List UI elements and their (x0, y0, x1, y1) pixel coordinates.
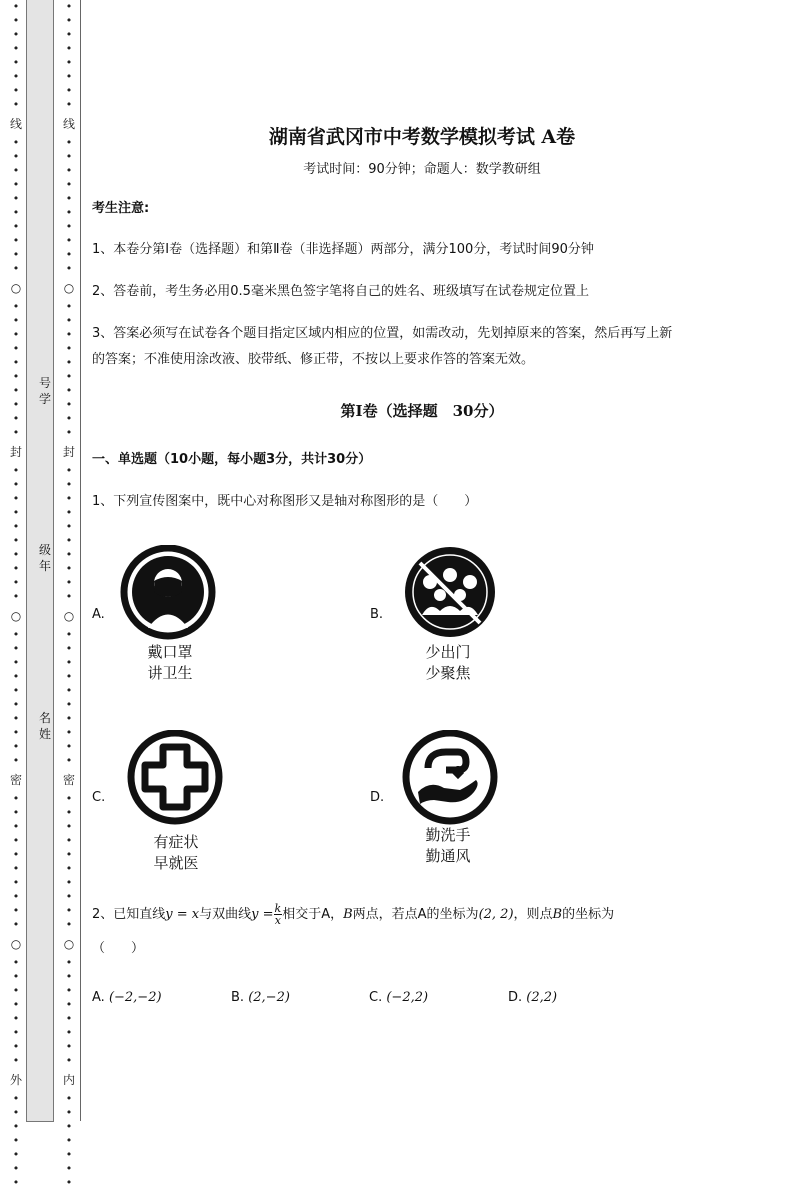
binding-dot: • (65, 234, 73, 247)
binding-dot: • (65, 1026, 73, 1039)
binding-dot: • (12, 1040, 20, 1053)
binding-dot: • (12, 590, 20, 603)
inner-mark: 内 (63, 1073, 76, 1087)
binding-dot: • (65, 464, 73, 477)
binding-dot: • (65, 642, 73, 655)
binding-dot: • (65, 548, 73, 561)
binding-dot: • (65, 670, 73, 683)
notice-item: 3、答案必须写在试卷各个题目指定区域内相应的位置，如需改动，先划掉原来的答案，然后再写上新 (92, 326, 673, 341)
binding-dot: • (65, 314, 73, 327)
binding-dot: • (65, 1120, 73, 1133)
binding-dot: • (12, 656, 20, 669)
binding-dot: • (12, 1148, 20, 1161)
binding-dot: • (65, 412, 73, 425)
binding-dot: • (12, 314, 20, 327)
binding-dot: • (12, 576, 20, 589)
binding-dot: • (65, 136, 73, 149)
binding-dot: • (65, 820, 73, 833)
binding-dot: • (65, 220, 73, 233)
notice-item: 2、答卷前，考生务必用0.5毫米黑色签字笔将自己的姓名、班级填写在试卷规定位置上 (92, 284, 589, 299)
binding-dot: • (12, 178, 20, 191)
binding-dot: • (12, 1054, 20, 1067)
binding-dot: • (12, 1162, 20, 1175)
binding-dot: • (65, 192, 73, 205)
binding-dot: • (65, 70, 73, 83)
binding-dot: • (12, 806, 20, 819)
notice-item: 的答案；不准使用涂改液、胶带纸、修正带，不按以上要求作答的答案无效。 (92, 352, 535, 367)
binding-dot: • (65, 370, 73, 383)
grade-label: 级 年 (38, 543, 51, 573)
binding-dot: • (12, 98, 20, 111)
binding-dot: • (12, 684, 20, 697)
binding-dot: • (65, 328, 73, 341)
binding-dot: • (65, 84, 73, 97)
binding-dot: • (12, 862, 20, 875)
inner-mark: 封 (63, 445, 76, 459)
question-1-stem: 1、下列宣传图案中，既中心对称图形又是轴对称图形的是（ ） (92, 494, 478, 509)
binding-dot: • (65, 862, 73, 875)
binding-dot: • (12, 1012, 20, 1025)
binding-dot: • (12, 956, 20, 969)
binding-dot: • (65, 848, 73, 861)
page-title: 湖南省武冈市中考数学模拟考试 A卷 (268, 126, 576, 148)
binding-dot: • (12, 426, 20, 439)
option-b-letter: B. (370, 607, 384, 622)
outer-mark: 线 (10, 117, 23, 131)
binding-dot: • (12, 890, 20, 903)
binding-dot: • (65, 740, 73, 753)
binding-dot: • (65, 998, 73, 1011)
binding-dot: • (12, 234, 20, 247)
binding-dot: • (12, 328, 20, 341)
binding-dot: • (65, 712, 73, 725)
binding-dot: • (65, 904, 73, 917)
binding-dot: • (65, 890, 73, 903)
binding-dot: • (12, 56, 20, 69)
notice-item: 1、本卷分第I卷（选择题）和第Ⅱ卷（非选择题）两部分，满分100分，考试时间90分钟 (92, 242, 594, 257)
question-2-stem: 2、已知直线y = x与双曲线y = $\frac{k}{x}$ 相交于A，B两点，若点A的坐标为(2, 2)，则点B的坐标为 (92, 902, 615, 927)
binding-dot: • (65, 164, 73, 177)
question-2-blank: （ ） (92, 941, 145, 956)
binding-dot: • (12, 150, 20, 163)
binding-dot: • (12, 876, 20, 889)
binding-dot: • (12, 262, 20, 275)
binding-dot: • (12, 1120, 20, 1133)
binding-dot: • (65, 248, 73, 261)
binding-dot: • (65, 56, 73, 69)
binding-dot: • (12, 534, 20, 547)
binding-dot: • (65, 1148, 73, 1161)
binding-dot: • (12, 670, 20, 683)
binding-dot: • (12, 370, 20, 383)
outer-dot-column (10, 0, 22, 1190)
outer-mark: 外 (10, 1073, 23, 1087)
binding-dot: • (65, 984, 73, 997)
binding-dot: • (12, 42, 20, 55)
binding-dot: • (65, 628, 73, 641)
answer-c: C. (−2,2) (369, 990, 429, 1005)
binding-dot: • (65, 506, 73, 519)
binding-dot: • (65, 576, 73, 589)
binding-dot: • (12, 412, 20, 425)
binding-dot: • (12, 28, 20, 41)
binding-dot: • (12, 712, 20, 725)
binding-dot: • (12, 754, 20, 767)
binding-dot: • (12, 562, 20, 575)
binding-dot: • (65, 1106, 73, 1119)
binding-margin (0, 0, 82, 1189)
answer-a: A. (−2,−2) (92, 990, 162, 1005)
binding-dot: • (12, 698, 20, 711)
binding-dot: • (65, 876, 73, 889)
binding-dot: • (12, 0, 20, 13)
binding-dot: • (65, 178, 73, 191)
section-title: 第I卷（选择题 30分） (340, 402, 504, 420)
binding-dot: • (12, 384, 20, 397)
binding-dot: • (65, 956, 73, 969)
binding-dot: • (12, 726, 20, 739)
binding-dot: • (65, 792, 73, 805)
binding-dot: • (12, 792, 20, 805)
binding-dot: • (12, 492, 20, 505)
inner-dot-column (63, 0, 75, 1190)
binding-dot: • (65, 384, 73, 397)
binding-dot: • (12, 220, 20, 233)
binding-dot: • (12, 398, 20, 411)
binding-dot: • (12, 478, 20, 491)
binding-dot: • (12, 984, 20, 997)
notice-heading: 考生注意: (92, 201, 150, 216)
binding-dot: • (12, 1026, 20, 1039)
binding-dot: • (65, 1176, 73, 1189)
binding-dot: • (65, 726, 73, 739)
binding-dot: • (12, 970, 20, 983)
crowd-icon (400, 545, 500, 640)
binding-dot: • (65, 492, 73, 505)
binding-dot: • (12, 834, 20, 847)
binding-dot: • (65, 520, 73, 533)
binding-dot: • (12, 1092, 20, 1105)
answer-d: D. (2,2) (508, 990, 558, 1005)
inner-mark: 密 (63, 773, 76, 787)
option-a-letter: A. (92, 607, 105, 622)
line-equation: y = x (165, 907, 200, 922)
binding-dot: • (12, 520, 20, 533)
binding-dot: • (65, 98, 73, 111)
binding-dot: • (12, 998, 20, 1011)
binding-dot: • (12, 192, 20, 205)
binding-dot: • (65, 1054, 73, 1067)
binding-dot: • (65, 262, 73, 275)
binding-dot: • (65, 1012, 73, 1025)
binding-dot: • (12, 136, 20, 149)
outer-mark: ○ (10, 937, 22, 951)
part-heading: 一、单选题（10小题，每小题3分，共计30分） (92, 452, 372, 467)
binding-dot: • (12, 464, 20, 477)
binding-dot: • (65, 426, 73, 439)
binding-dot: • (12, 14, 20, 27)
binding-dot: • (65, 918, 73, 931)
binding-dot: • (65, 356, 73, 369)
option-d-letter: D. (370, 790, 385, 805)
binding-dot: • (12, 300, 20, 313)
binding-dot: • (65, 478, 73, 491)
option-b-caption: 少出门 少聚焦 (425, 643, 471, 682)
binding-dot: • (12, 642, 20, 655)
option-c-letter: C. (92, 790, 106, 805)
option-d-caption: 勤洗手 勤通风 (425, 826, 471, 865)
binding-dot: • (12, 70, 20, 83)
outer-mark: 密 (10, 773, 23, 787)
binding-line (80, 0, 81, 1121)
binding-dot: • (65, 806, 73, 819)
binding-dot: • (65, 0, 73, 13)
binding-dot: • (12, 1176, 20, 1189)
binding-dot: • (65, 562, 73, 575)
binding-dot: • (12, 548, 20, 561)
binding-dot: • (65, 590, 73, 603)
binding-dot: • (12, 506, 20, 519)
inner-mark: ○ (63, 609, 75, 623)
binding-dot: • (65, 28, 73, 41)
binding-dot: • (65, 42, 73, 55)
binding-dot: • (12, 1134, 20, 1147)
inner-mark: ○ (63, 281, 75, 295)
hyperbola-fraction: $\frac{k}{x}$ (274, 902, 282, 927)
binding-dot: • (12, 164, 20, 177)
binding-dot: • (65, 684, 73, 697)
option-c-caption: 有症状 早就医 (153, 833, 199, 872)
binding-dot: • (12, 820, 20, 833)
binding-dot: • (65, 342, 73, 355)
binding-dot: • (65, 1134, 73, 1147)
binding-dot: • (65, 698, 73, 711)
binding-dot: • (65, 150, 73, 163)
binding-dot: • (12, 84, 20, 97)
binding-dot: • (12, 628, 20, 641)
binding-dot: • (65, 754, 73, 767)
binding-dot: • (65, 1162, 73, 1175)
page-subtitle: 考试时间：90分钟；命题人：数学教研组 (303, 162, 541, 177)
binding-dot: • (12, 342, 20, 355)
binding-dot: • (65, 656, 73, 669)
option-a-caption: 戴口罩 讲卫生 (147, 643, 193, 682)
binding-dot: • (12, 918, 20, 931)
binding-dot: • (12, 248, 20, 261)
binding-dot: • (65, 206, 73, 219)
binding-dot: • (65, 14, 73, 27)
binding-dot: • (12, 740, 20, 753)
binding-dot: • (12, 904, 20, 917)
binding-dot: • (65, 834, 73, 847)
binding-dot: • (12, 356, 20, 369)
mask-icon (118, 545, 218, 640)
inner-mark: ○ (63, 937, 75, 951)
medical-cross-icon (125, 730, 225, 825)
student-number-label: 号 学 (38, 376, 51, 406)
binding-dot: • (65, 970, 73, 983)
binding-dot: • (12, 848, 20, 861)
binding-dot: • (65, 398, 73, 411)
outer-mark: ○ (10, 609, 22, 623)
name-label: 名 姓 (38, 711, 51, 741)
inner-mark: 线 (63, 117, 76, 131)
handwash-icon (400, 730, 500, 825)
binding-dot: • (65, 1040, 73, 1053)
outer-mark: 封 (10, 445, 23, 459)
binding-dot: • (12, 1106, 20, 1119)
outer-mark: ○ (10, 281, 22, 295)
binding-dot: • (65, 534, 73, 547)
binding-dot: • (65, 1092, 73, 1105)
binding-dot: • (12, 206, 20, 219)
answer-b: B. (2,−2) (231, 990, 290, 1005)
binding-dot: • (65, 300, 73, 313)
